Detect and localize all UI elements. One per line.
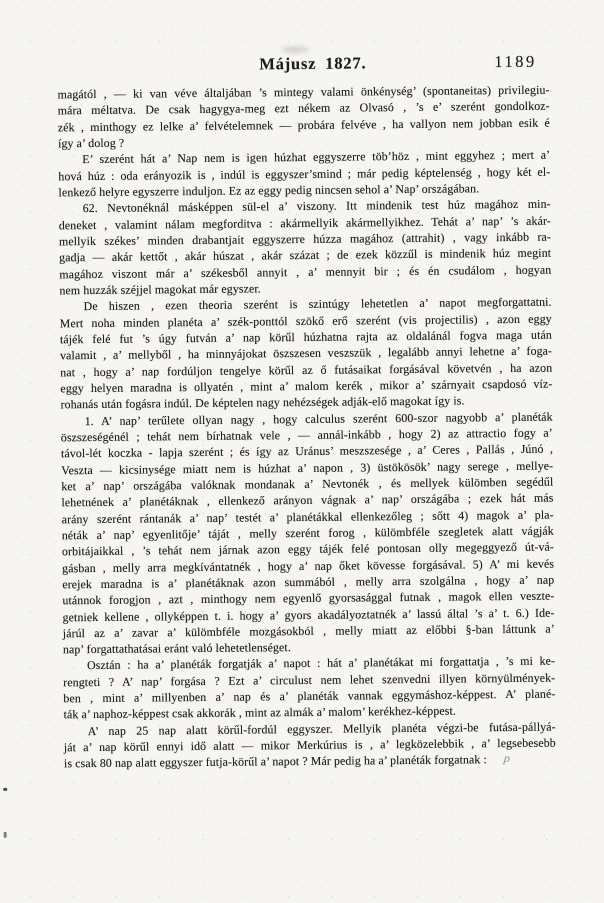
scan-edge-speck xyxy=(4,832,7,838)
scan-edge-speck xyxy=(3,788,7,791)
text-line: így a’ dolog ? xyxy=(57,135,125,151)
paragraph xyxy=(63,653,556,723)
text-line: mára méltatva. De csak hagygya-meg ezt nékem az Olvasó , ’s e’ szerént gondolkoz- xyxy=(57,98,550,118)
text-line: 62. Nevtonéknál másképpen sül-el a’ viszony. Itt mindenik test húz magához min- xyxy=(82,196,551,216)
text-line: ket a’ nap’ országába valóknak mondanak a’ Nevtonék , és mellyek külömben segédűl xyxy=(61,474,554,494)
text-line: valamit , a’ mellyből , ha minnyájokat öszszesen veszszük , legalább annyi lehetne a’ foga- xyxy=(60,343,553,363)
text-line: magától , — ki van véve általjában ’s mintegy valami önkénység’ (spontaneitas) privilegiu- xyxy=(57,82,550,102)
text-line: rohanás után fogásra indúl. De képtelen nagy nehézségek adják-elő magokat így is. xyxy=(60,393,465,412)
text-line: erejek maradna is a’ planétáknak azon summából , melly arra szolgálna , hogy a’ nap xyxy=(62,572,555,592)
paragraph xyxy=(57,82,550,152)
text-line: öszszeségénél ; tehát nem bírhatnak vele , — annál-inkább , hogy 2) az attractio fogy a’ xyxy=(60,425,553,445)
text-line: lenkező helyre egyszerre induljon. Ez az eggy pedig nincsen sehol a’ Nap’ országában. xyxy=(58,181,480,200)
text-line: Veszta — kicsinysége miatt nem is húzhat a’ napon , 3) üstökösök’ nagy serege , mellye- xyxy=(61,458,554,477)
text-line: rengteti ? A’ nap’ forgása ? Ezt a’ circulust nem lehet szenvedni illyen környülmények- xyxy=(63,670,556,690)
text-line: néták a’ nap’ egyenlitője’ táját , melly szerént forog , külömbféle szegletek alatt vágják xyxy=(61,523,554,543)
text-line: járúl az a’ zavar a’ külömbféle mozgásokból , melly miatt az előbbi §-ban láttunk a’ xyxy=(62,621,555,641)
text-line: lehetnének a’ planétáknak , ellenkező arányon vágnak a’ nap’ országába ; ezek hát más xyxy=(61,490,554,510)
text-line: arány szerént rántanák a’ nap’ testét a’ planétákkal ellenkezőleg ; sőtt 4) magok a’ pla- xyxy=(61,507,554,526)
text-line: ben , mint a’ millyenben a’ nap és a’ planéták vannak eggymáshoz-képpest. A’ plané- xyxy=(63,686,556,706)
text-line: De hiszen , ezen theoria szerént is szintúgy lehetetlen a’ napot megforgattatni. xyxy=(83,294,552,314)
text-line: utánnok forogjon , azt , minthogy nem egyenlő gyorsasággal futnak , magok ellen veszte- xyxy=(62,588,555,608)
text-line: orbitájaikkal , ’s tehát nem járnak azon eggy tájék felé pontosan olly megeggyező út-vá- xyxy=(61,539,555,559)
text-line: A’ nap 25 nap alatt körűl-fordúl eggyszer. Mellyik planéta végzi-be futása-pállyá- xyxy=(87,719,556,738)
paragraph xyxy=(61,408,555,658)
text-line: tájék felé fut ’s úgy futván a’ nap körűl húzhatna rajta az oldalánál fogva maga után xyxy=(59,327,552,347)
text-line: ját a’ nap körűl ennyi idő alatt — mikor Merkúrius is , a’ legközelebbik , a’ legsebesebb xyxy=(63,735,556,755)
text-line: getniek kellene , ollyképpen t. i. hogy a’ gyors akadályoztatnék a’ lassú által ’s a’ t. 6.) Ide- xyxy=(62,605,555,624)
text-line: Mert noha minden planéta a’ szék-ponttól szökő erő szerént (vis projectilis) , azon eggy xyxy=(59,311,552,330)
text-line: E’ szerént hát a’ Nap nem is igen húzhat eggyszerre töb’höz , mint eggyhez ; mert a’ xyxy=(82,147,551,167)
text-line: nap’ forgattathatásai eránt való lehetetlenséget. xyxy=(62,640,291,657)
text-line: nem huzzák széjjel magokat már egyszer. xyxy=(59,281,261,298)
text-line: mellyik székes’ minden drabantjait eggyszerre húzza magához (attrahit) , vagy inkább ra- xyxy=(58,229,552,249)
text-line: gadja — akár kettőt , akár húszat , akár százat ; de ezek közzűl is mindenik húz megint xyxy=(59,245,552,265)
page-title: Májusz 1827. xyxy=(259,53,367,74)
paragraph xyxy=(58,147,550,201)
paragraph xyxy=(59,196,552,299)
text-line: 1. A’ nap’ terűlete ollyan nagy , hogy calculus szerént 600-szor nagyobb a’ planéták xyxy=(84,409,553,428)
text-line: gásban , melly arra megkívántatnék , hogy a’ nap őket kövesse forgásával. 5) A’ mi kevés xyxy=(62,556,555,575)
text-line: Osztán : ha a’ planéták forgatják a’ napot : hát a’ planétákat mi forgattatja , ’s mi ke- xyxy=(86,654,556,673)
text-line: hová húz : oda erányozik is , indúl is eggyszer’smind ; már pedig képtelenség , hogy két el- xyxy=(58,164,551,183)
paragraph xyxy=(64,718,556,772)
text-line: eggy helyen maradna is ollyatén , mint a’ malom kerék , mikor a’ szárnyait csapdosó víz- xyxy=(60,376,553,396)
text-line: ták a’ naphoz-képpest csak akkorák , mint az almák a’ malom’ kerékhez-képpest. xyxy=(63,704,457,722)
text-line: nat , hogy a’ nap fordúljon tengelye körűl az ő futásaikat forgásával követvén , ha azon xyxy=(60,360,553,379)
page-text xyxy=(57,82,556,772)
paper-smudge xyxy=(281,46,309,53)
text-line: távol-lét koczka - lapja szerént ; és így az Uránus’ meszszesége , a’ Ceres , Pallás , Júnó , xyxy=(60,441,554,461)
press-mark: p xyxy=(503,750,511,766)
paragraph xyxy=(60,294,553,413)
text-line: is csak 80 nap alatt eggyszer futja-körűl a’ napot ? Már pedig ha a’ planéták forgatnak : xyxy=(63,752,487,771)
text-line: deneket , valamint nálam megforditva : akármellyik akármellyikhez. Tehát a’ nap’ ’s akár- xyxy=(58,213,551,232)
text-line: magához viszont már a’ székesből annyit , a’ mennyit bir ; és én csudálom , hogyan xyxy=(59,262,552,281)
page-number: 1189 xyxy=(494,51,537,72)
running-head xyxy=(0,51,600,79)
text-line: zék , minthogy ez lelke a’ felvételemnek — probára felvéve , ha vallyon nem jobban esik é xyxy=(57,115,550,134)
